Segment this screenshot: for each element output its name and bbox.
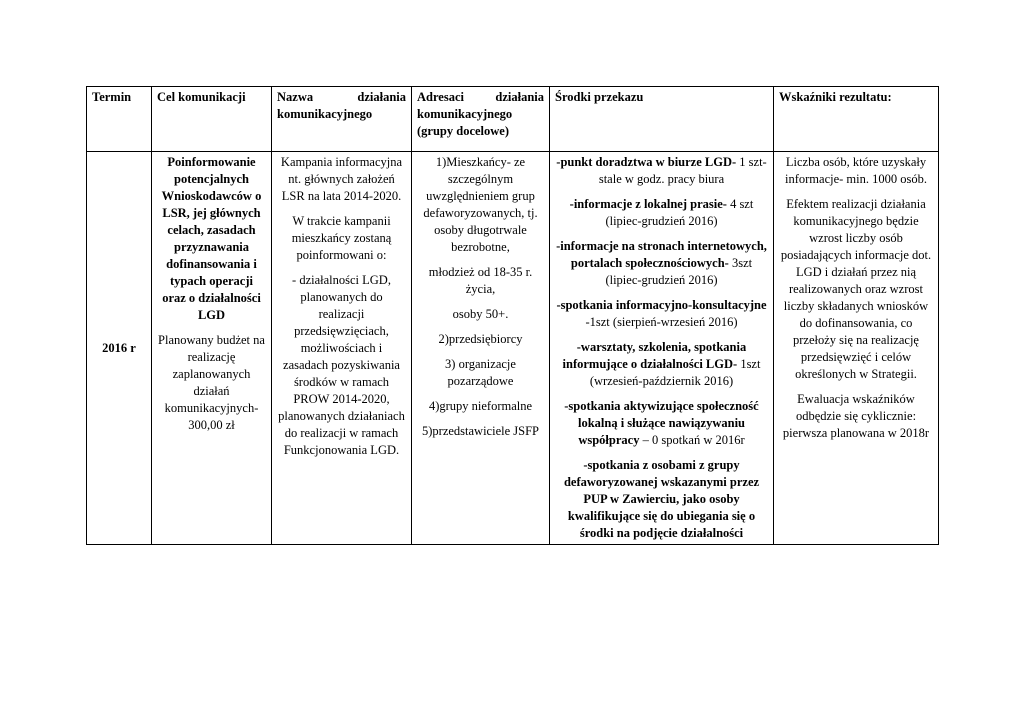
header-row [87,87,939,152]
nazwa-paragraph: - działalności LGD, planowanych do realizacji przedsięwzięciach, możliwościach i zasadach pozyskiwania środków w ramach PROW 2014-2020, planowanych działaniach do realizacji w ramach Funkcjonowania LGD. [278,273,405,457]
cel-budget-text: Planowany budżet na realizację zaplanowanych działań komunikacyjnych- 300,00 zł [158,333,265,432]
cell-wskazniki [774,152,939,545]
srodki-item-bold: -informacje na stronach internetowych, portalach społecznościowych- [556,239,767,270]
srodki-item-detail: 4 szt (lipiec-grudzień 2016) [605,197,754,228]
header-adresaci-line3: (grupy docelowe) [417,124,509,138]
srodki-item-detail: – 0 spotkań w 2016r [639,433,745,447]
header-nazwa [272,87,412,152]
header-adresaci-line1: Adresaci działania [417,90,544,104]
cel-goal-text: Poinformowanie potencjalnych Wnioskodawców o LSR, jej głównych celach, zasadach przyznawania dofinansowania i typach operacji oraz o działalności LGD [161,155,262,322]
adresaci-item: 2)przedsiębiorcy [438,332,523,346]
srodki-item [555,398,768,449]
table-row [87,152,939,545]
srodki-item-detail: -1szt (sierpień-wrzesień 2016) [585,315,738,329]
srodki-item [555,297,768,331]
srodki-item-bold: -spotkania z osobami z grupy defaworyzowanej wskazanymi przez PUP w Zawierciu, jako osoby kwalifikujące się do ubiegania się o środki na podjęcie działalności [563,458,760,540]
wskazniki-paragraph: Efektem realizacji działania komunikacyjnego będzie wzrost liczby osób posiadających informacje dot. LGD i działań przez nią realizowanych oraz wzrost liczby składanych wniosków do dofinansowania, co przełoży się na realizację przedsięwzięć i celów określonych w Strategii. [780,197,932,381]
nazwa-paragraph: W trakcie kampanii mieszkańcy zostaną poinformowani o: [291,214,392,262]
srodki-item-bold: -spotkania informacyjno-konsultacyjne [556,298,767,312]
adresaci-item: 4)grupy nieformalne [428,399,533,413]
srodki-item [555,154,768,188]
adresaci-item: 1)Mieszkańcy- ze szczególnym uwzględnieniem grup defaworyzowanych, tj. osoby długotrwale bezrobotne, [423,155,538,254]
cell-nazwa [272,152,412,545]
srodki-item-detail: 1 szt- stale w godz. pracy biura [598,155,767,186]
srodki-item-detail: 3szt (lipiec-grudzień 2016) [605,256,753,287]
cell-cel [152,152,272,545]
adresaci-item: 5)przedstawiciele JSFP [422,424,539,438]
header-termin: Termin [87,87,152,152]
adresaci-item: 3) organizacje pozarządowe [445,357,516,388]
communication-plan-table [86,86,939,545]
adresaci-item: młodzież od 18-35 r. życia, [428,265,533,296]
nazwa-paragraph: Kampania informacyjna nt. głównych założeń LSR na lata 2014-2020. [280,155,403,203]
header-nazwa-line2: komunikacyjnego [277,107,373,121]
srodki-item [555,196,768,230]
header-nazwa-line1: Nazwa działania [277,90,406,104]
adresaci-item: osoby 50+. [452,307,509,321]
header-cel: Cel komunikacji [152,87,272,152]
srodki-item-bold: -spotkania aktywizujące społeczność lokalną i służące nawiązywaniu współpracy [564,399,759,447]
srodki-item-detail: 1szt (wrzesień-październik 2016) [589,357,761,388]
cell-adresaci [412,152,550,545]
wskazniki-paragraph: Ewaluacja wskaźników odbędzie się cyklicznie: pierwsza planowana w 2018r [782,392,930,440]
header-adresaci [412,87,550,152]
cell-srodki [550,152,774,545]
header-srodki: Środki przekazu [550,87,774,152]
srodki-item [555,339,768,390]
header-wskazniki: Wskaźniki rezultatu: [774,87,939,152]
wskazniki-paragraph: Liczba osób, które uzyskały informacje- min. 1000 osób. [785,155,927,186]
srodki-item-bold: -punkt doradztwa w biurze LGD- [556,155,737,169]
srodki-item [555,238,768,289]
srodki-item-bold: -warsztaty, szkolenia, spotkania informujące o działalności LGD- [562,340,747,371]
cell-termin: 2016 r [87,152,152,545]
srodki-item-bold: -informacje z lokalnej prasie- [569,197,727,211]
header-adresaci-line2: komunikacyjnego [417,107,513,121]
srodki-item [555,457,768,542]
